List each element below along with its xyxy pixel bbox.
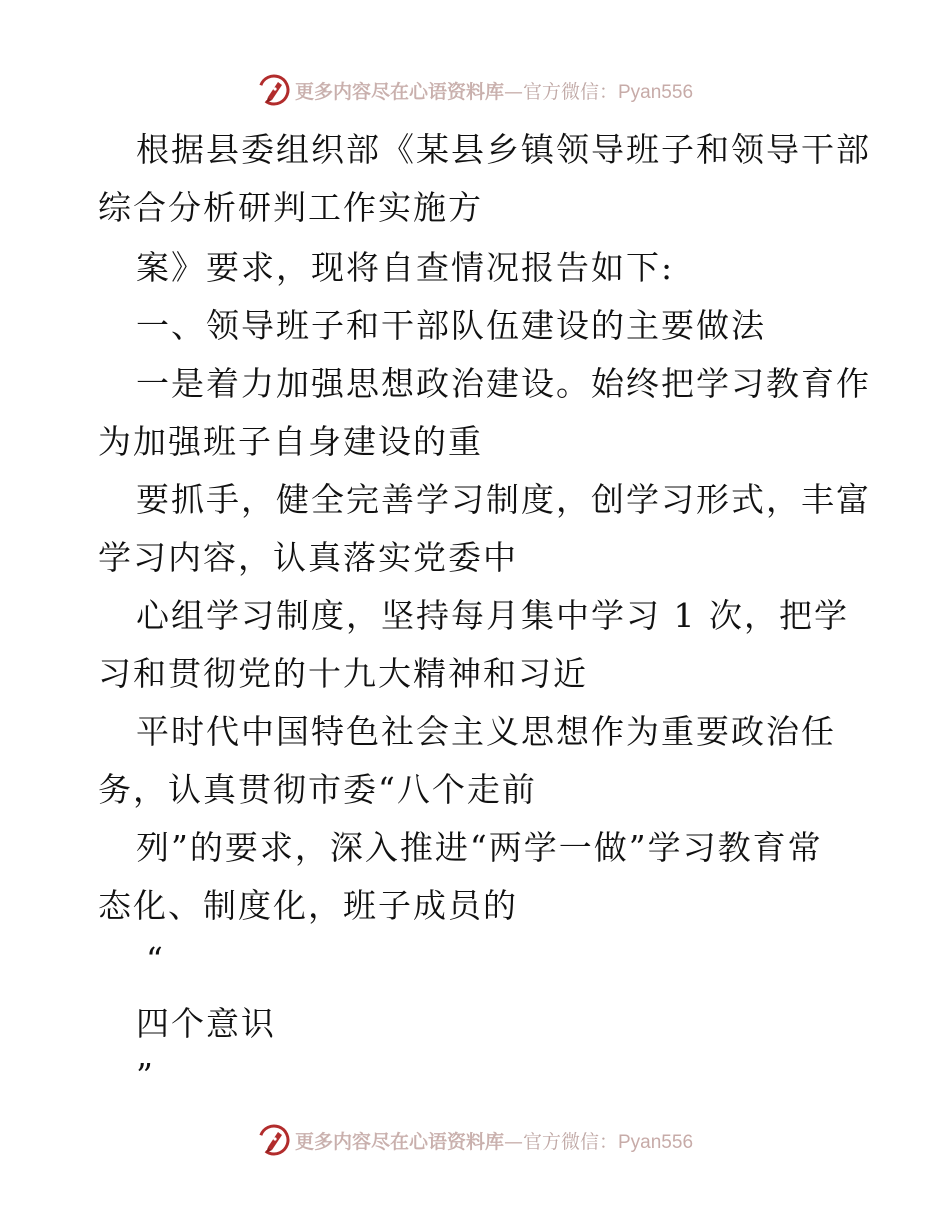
bottom-watermark-banner [0,1120,950,1160]
doc-line-8: 学习内容，认真落实党委中 [98,538,518,577]
doc-line-12: 务，认真贯彻市委“八个走前 [98,770,537,809]
watermark-separator: — [503,80,523,103]
doc-line-2: 综合分析研判工作实施方 [98,188,483,227]
watermark-official-label: 官方微信： [522,1130,618,1153]
doc-line-6: 为加强班子自身建设的重 [98,422,483,461]
doc-line-1: 根据县委组织部《某县乡镇领导班子和领导干部 [136,130,871,169]
pen-nib-logo-icon [257,73,291,107]
doc-line-four-awareness: 四个意识 [136,1004,276,1043]
doc-line-14: 态化、制度化，班子成员的 [98,886,518,925]
doc-line-3: 案》要求，现将自查情况报告如下: [136,248,675,287]
doc-line-7: 要抓手，健全完善学习制度，创学习形式，丰富 [136,480,871,519]
pen-nib-logo-icon [257,1123,291,1157]
watermark-separator: — [503,1130,523,1153]
doc-line-10: 习和贯彻党的十九大精神和习近 [98,654,588,693]
watermark-main-text: 更多内容尽在心语资料库 [294,80,504,103]
doc-close-quote: ” [136,1056,155,1095]
watermark-main-text: 更多内容尽在心语资料库 [294,1130,504,1153]
top-watermark-banner [0,70,950,110]
bottom-watermark-text [295,1127,693,1154]
doc-line-9: 心组学习制度，坚持每月集中学习 1 次，把学 [136,596,849,635]
doc-line-11: 平时代中国特色社会主义思想作为重要政治任 [136,712,836,751]
doc-line-4: 一、领导班子和干部队伍建设的主要做法 [136,306,766,345]
doc-line-5: 一是着力加强思想政治建设。始终把学习教育作 [136,364,871,403]
watermark-wechat-id: Pyan556 [618,81,694,103]
doc-open-quote: “ [146,940,165,979]
watermark-wechat-id: Pyan556 [618,1131,694,1153]
watermark-official-label: 官方微信： [522,80,618,103]
doc-line-13: 列”的要求，深入推进“两学一做”学习教育常 [136,828,823,867]
top-watermark-text [295,77,693,104]
